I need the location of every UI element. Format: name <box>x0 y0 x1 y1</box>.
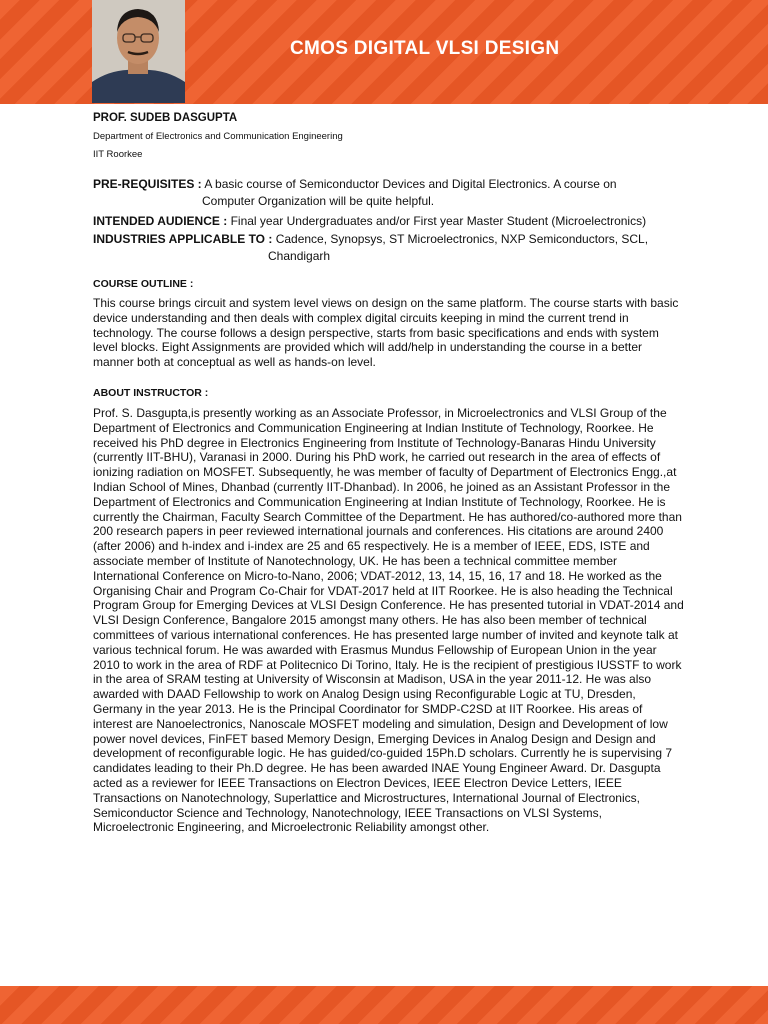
instructor-institute: IIT Roorkee <box>93 149 143 160</box>
footer-banner <box>0 986 768 1024</box>
industries-line2: Chandigarh <box>268 249 331 263</box>
about-instructor-heading: ABOUT INSTRUCTOR : <box>93 387 209 399</box>
instructor-photo <box>92 0 185 103</box>
audience-value: Final year Undergraduates and/or First year Master Student (Microelectronics) <box>230 214 647 228</box>
instructor-department: Department of Electronics and Communication Engineering <box>93 131 343 142</box>
course-outline-text: This course brings circuit and system level views on design on the same platform. The course starts with basic device understanding and then deals with complex digital circuits keeping in mind the current trend in technology. The course follows a design perspective, starts from basic specifications and ends with system level blocks. Eight Assignments are provided which will add/help in understanding the course in a better manner both at conceptual as well as hands-on level. <box>93 296 679 370</box>
prerequisites-line1: A basic course of Semiconductor Devices and Digital Electronics. A course on <box>204 177 617 191</box>
prerequisites <box>93 176 683 210</box>
about-instructor-text: Prof. S. Dasgupta,is presently working as an Associate Professor, in Microelectronics and VLSI Group of the Department of Electronics and Communication Engineering at Indian Institute of Technology, Roorkee. He received his PhD degree in Electronics Engineering from Institute of Technology-Banaras Hindu University (currently IIT-BHU), Varanasi in 2000. During his PhD work, he carried out research in the area of effects of ionizing radiation on MOSFET. Subsequently, he was member of faculty of Department of Electronics Engg.,at Indian School of Mines, Dhanbad (currently IIT-Dhanbad). In 2006, he joined as an Assistant Professor in the Department of Electronics and Communication Engineering at Indian Institute of Technology, Roorkee. He is currently the Chairman, Faculty Search Committee of the Department. He has authored/co-authored more than 200 research papers in peer reviewed international journals and conferences. His citations are around 2400 (after 2006) and h-index and i-index are 25 and 65 respectively. He is a member of IEEE, EDS, ISTE and associate member of Institute of Nanotechnology, UK. He has been a technical committee member International Conference on Micro-to-Nano, 2006; VDAT-2012, 13, 14, 15, 16, 17 and 18. He worked as the Organising Chair and Program Co-Chair for VDAT-2017 held at IIT Roorkee. He is also heading the Technical Program Group for Emerging Devices at VLSI Design Conference. He has presented tutorial in VDAT-2014 and VLSI Design Conference, Bangalore 2015 amongst many others. He has also been member of technical committees of various international conferences. He has presented large number of invited and keynote talk at various technical forum. He was awarded with Erasmus Mundus Fellowship of European Union in the year 2010 to work in the area of RDF at Politecnico Di Torino, Italy. He is the recipient of prestigious IUSSTF to work in the area of SRAM testing at University of Wisconsin at Madison, USA in the year 2011-12. He was also awarded with DAAD Fellowship to work on Analog Design using Reconfigurable Logic at TU, Dresden, Germany in the year 2013. He is the Principal Coordinator for SMDP-C2SD at IIT Roorkee. His areas of interest are Nanoelectronics, Nanoscale MOSFET modeling and simulation, Design and Development of low power novel devices, FinFET based Memory Design, Emerging Devices in Analog Design and Design and development of reconfigurable logic. He has guided/co-guided 15Ph.D scholars. Currently he is supervising 7 candidates leading to their Ph.D degree. He has been awarded INAE Young Engineer Award. Dr. Dasgupta acted as a reviewer for IEEE Transactions on Electron Devices, IEEE Electron Device Letters, IEEE Transactions on Nanotechnology, Superlattice and Microstructures, International Journal of Electronics, Semiconductor Science and Technology, Nanotechnology, IEEE Transactions on VLSI Systems, Microelectronic Engineering, and Microelectronic Reliability amongst other. <box>93 406 684 835</box>
prerequisites-label: PRE-REQUISITES : <box>93 177 202 191</box>
intended-audience <box>93 213 693 230</box>
industries-line1: Cadence, Synopsys, ST Microelectronics, NXP Semiconductors, SCL, <box>275 232 649 246</box>
instructor-name: PROF. SUDEB DASGUPTA <box>93 112 238 124</box>
course-outline-heading: COURSE OUTLINE : <box>93 278 194 290</box>
prerequisites-line2: Computer Organization will be quite helpful. <box>202 194 435 208</box>
audience-label: INTENDED AUDIENCE : <box>93 214 228 228</box>
industries-label: INDUSTRIES APPLICABLE TO : <box>93 232 273 246</box>
industries-applicable <box>93 231 683 265</box>
page-title: CMOS DIGITAL VLSI DESIGN <box>290 38 560 59</box>
